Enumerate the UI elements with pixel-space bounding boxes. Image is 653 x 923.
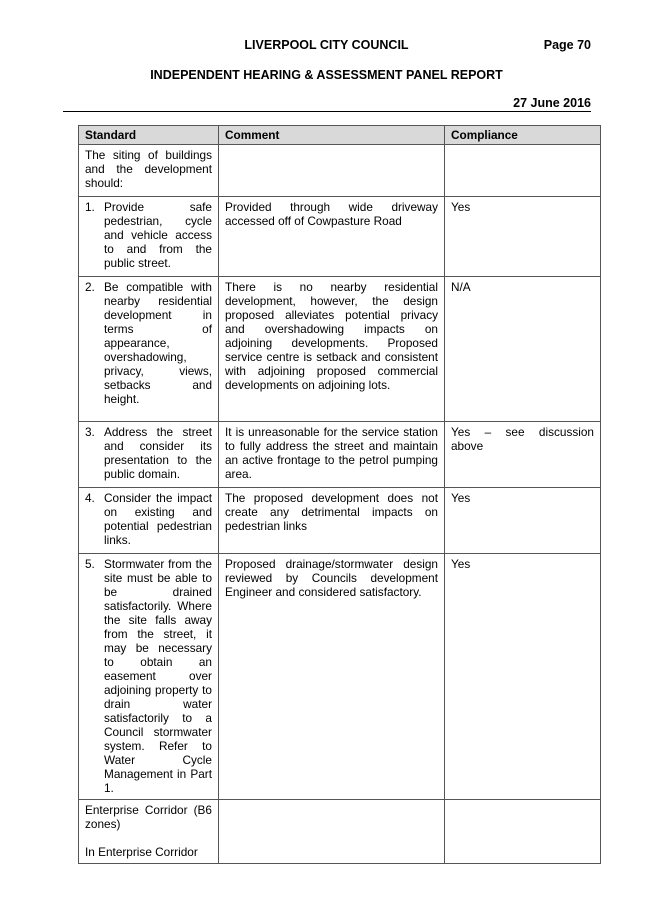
comment-cell: Proposed drainage/stormwater design reviewed by Councils development Engineer and considered satisfactory. xyxy=(219,554,445,800)
section-text: In Enterprise Corridor xyxy=(85,845,198,859)
assessment-table xyxy=(78,125,601,864)
spacer xyxy=(85,831,212,845)
standard-text: Stormwater from the site must be able to be drained satisfactorily. Where the site falls away from the street, it may be necessary to obtain an easement over adjoining property to drain water satisfactorily to a Council stormwater system. Refer to Water Cycle Management in Part 1. xyxy=(104,557,212,795)
table-row xyxy=(79,277,601,422)
column-header-compliance: Compliance xyxy=(445,126,601,145)
table-header-row xyxy=(79,126,601,145)
standard-cell xyxy=(79,800,219,864)
comment-cell: The proposed development does not create any detrimental impacts on pedestrian links xyxy=(219,488,445,554)
item-number: 3. xyxy=(85,425,95,439)
standard-cell xyxy=(79,422,219,488)
header-rule xyxy=(63,111,591,112)
organisation-name: LIVERPOOL CITY COUNCIL xyxy=(244,38,409,52)
empty-cell xyxy=(445,145,601,197)
table-row-enterprise-corridor xyxy=(79,800,601,864)
compliance-cell: Yes xyxy=(445,488,601,554)
standard-cell xyxy=(79,197,219,277)
comment-cell: It is unreasonable for the service station to fully address the street and maintain an active frontage to the petrol pumping area. xyxy=(219,422,445,488)
empty-cell xyxy=(219,145,445,197)
standard-cell xyxy=(79,277,219,422)
item-number: 5. xyxy=(85,557,95,571)
table-row-intro xyxy=(79,145,601,197)
intro-text: The siting of buildings and the development should: xyxy=(79,145,219,197)
page-number: Page 70 xyxy=(543,38,591,52)
compliance-cell: Yes xyxy=(445,554,601,800)
standard-cell xyxy=(79,554,219,800)
comment-cell: There is no nearby residential development, however, the design proposed alleviates potential privacy and overshadowing impacts on adjoining developments. Proposed service centre is setback and consistent with adjoining proposed commercial developments on adjoining lots. xyxy=(219,277,445,422)
standard-cell xyxy=(79,488,219,554)
standard-text: Provide safe pedestrian, cycle and vehicle access to and from the public street. xyxy=(104,200,212,270)
report-title: INDEPENDENT HEARING & ASSESSMENT PANEL REPORT xyxy=(150,68,503,82)
item-number: 1. xyxy=(85,200,95,214)
report-date: 27 June 2016 xyxy=(513,96,591,110)
item-number: 2. xyxy=(85,280,95,294)
section-heading: Enterprise Corridor (B6 zones) xyxy=(85,803,212,831)
compliance-cell: Yes – see discussion above xyxy=(445,422,601,488)
empty-cell xyxy=(445,800,601,864)
compliance-cell: N/A xyxy=(445,277,601,422)
table-row xyxy=(79,197,601,277)
table-row xyxy=(79,488,601,554)
column-header-comment: Comment xyxy=(219,126,445,145)
standard-text: Be compatible with nearby residential development in terms of appearance, overshadowing, privacy, views, setbacks and height. xyxy=(104,280,212,406)
standard-text: Address the street and consider its presentation to the public domain. xyxy=(104,425,212,481)
standard-text: Consider the impact on existing and potential pedestrian links. xyxy=(104,491,212,547)
comment-cell: Provided through wide driveway accessed off of Cowpasture Road xyxy=(219,197,445,277)
table-row xyxy=(79,422,601,488)
empty-cell xyxy=(219,800,445,864)
item-number: 4. xyxy=(85,491,95,505)
column-header-standard: Standard xyxy=(79,126,219,145)
compliance-cell: Yes xyxy=(445,197,601,277)
table-row xyxy=(79,554,601,800)
